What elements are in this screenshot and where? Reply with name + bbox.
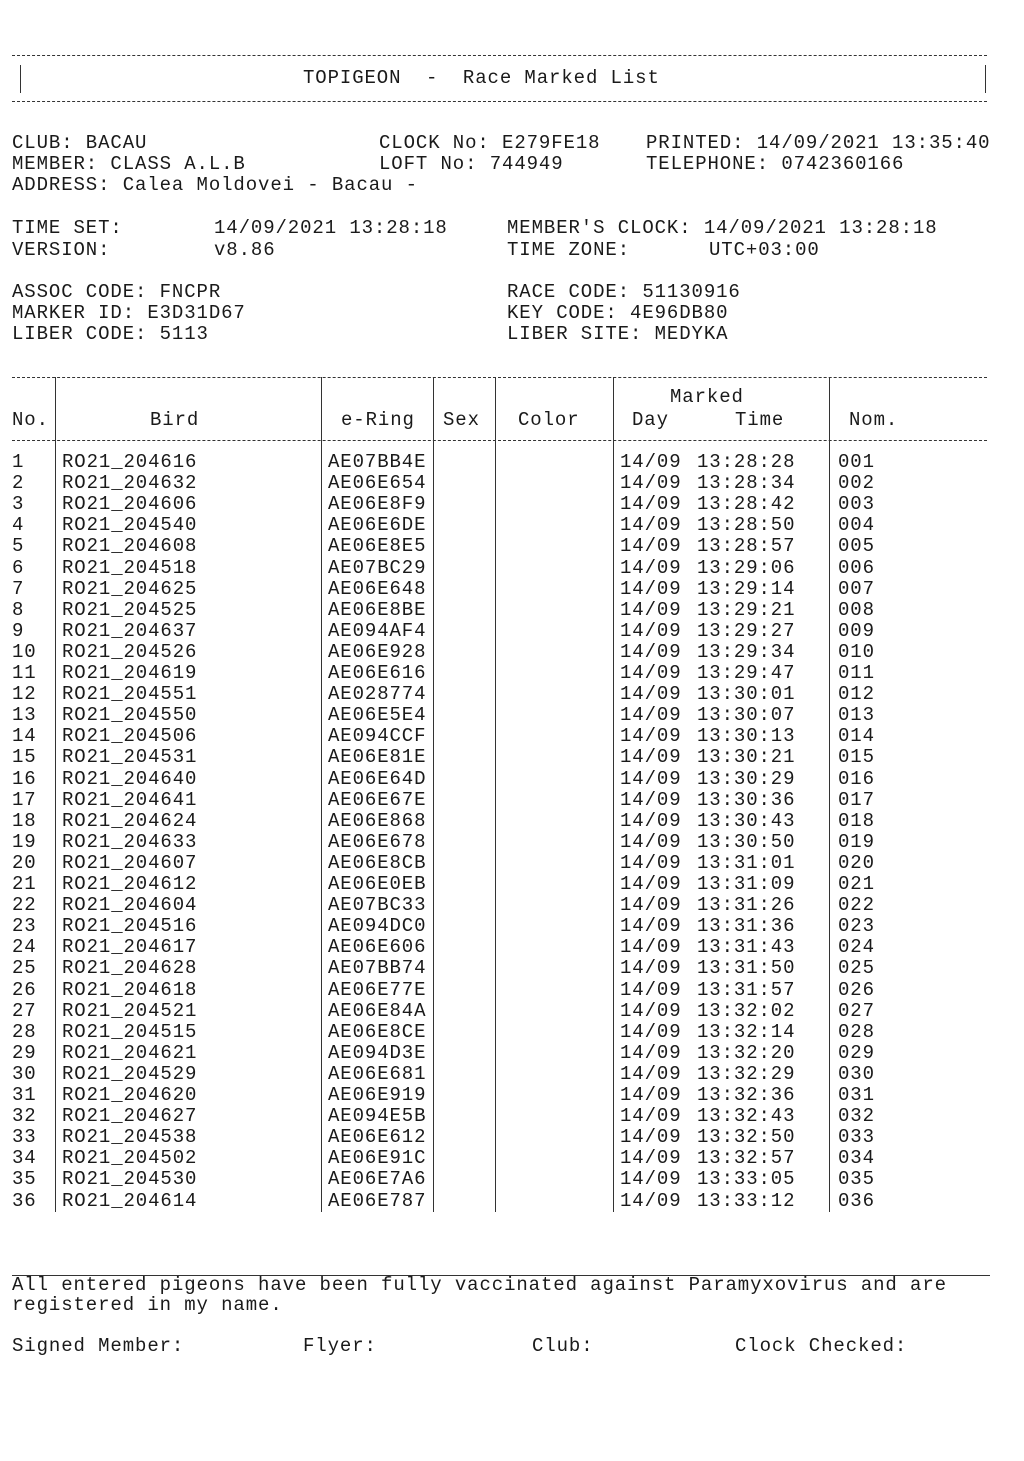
marked-time: 13:32:14 <box>697 1020 796 1043</box>
row-no: 25 <box>12 957 37 980</box>
address: ADDRESS: Calea Moldovei - Bacau - <box>12 174 418 196</box>
row-no: 28 <box>12 1020 37 1043</box>
nom: 029 <box>838 1041 875 1064</box>
row-no: 19 <box>12 830 37 853</box>
e-ring: AE06E616 <box>328 662 427 684</box>
table-row <box>0 1043 1024 1064</box>
table-row <box>0 980 1024 1001</box>
marked-day: 14/09 <box>620 851 682 874</box>
row-no: 21 <box>12 873 37 895</box>
bird-ring: RO21_204619 <box>62 662 198 684</box>
nom: 008 <box>838 598 875 621</box>
table-row <box>0 790 1024 811</box>
bird-ring: RO21_204551 <box>62 683 198 706</box>
marked-time: 13:29:27 <box>697 619 796 642</box>
e-ring: AE028774 <box>328 683 427 706</box>
e-ring: AE06E81E <box>328 746 427 769</box>
nom: 034 <box>838 1147 875 1170</box>
marked-day: 14/09 <box>620 472 682 495</box>
bird-ring: RO21_204616 <box>62 451 198 473</box>
bird-ring: RO21_204606 <box>62 493 198 516</box>
e-ring: AE06E8F9 <box>328 493 427 516</box>
nom: 036 <box>838 1189 875 1212</box>
bird-ring: RO21_204614 <box>62 1189 198 1212</box>
e-ring: AE06E67E <box>328 788 427 811</box>
bird-ring: RO21_204617 <box>62 936 198 959</box>
e-ring: AE06E648 <box>328 577 427 600</box>
table-row <box>0 515 1024 536</box>
row-no: 27 <box>12 999 37 1022</box>
marked-day: 14/09 <box>620 1062 682 1085</box>
row-no: 12 <box>12 683 37 706</box>
marked-day: 14/09 <box>620 662 682 684</box>
bird-ring: RO21_204607 <box>62 851 198 874</box>
e-ring: AE06E612 <box>328 1126 427 1149</box>
clock-no: CLOCK No: E279FE18 <box>379 132 601 154</box>
row-no: 6 <box>12 556 25 579</box>
bird-ring: RO21_204637 <box>62 619 198 642</box>
nom: 001 <box>838 451 875 473</box>
e-ring: AE06E0EB <box>328 873 427 895</box>
e-ring: AE094E5B <box>328 1105 427 1128</box>
table-top-border <box>12 377 987 378</box>
version: v8.86 <box>214 239 276 261</box>
marked-time: 13:32:02 <box>697 999 796 1022</box>
e-ring: AE06E919 <box>328 1084 427 1106</box>
nom: 028 <box>838 1020 875 1043</box>
marked-day: 14/09 <box>620 683 682 706</box>
table-row <box>0 600 1024 621</box>
marked-time: 13:30:50 <box>697 830 796 853</box>
nom: 013 <box>838 704 875 727</box>
table-row <box>0 1106 1024 1127</box>
row-no: 30 <box>12 1062 37 1085</box>
loft-no: LOFT No: 744949 <box>379 153 564 175</box>
row-no: 13 <box>12 704 37 727</box>
bird-ring: RO21_204625 <box>62 577 198 600</box>
row-no: 18 <box>12 809 37 832</box>
table-row <box>0 726 1024 747</box>
nom: 025 <box>838 957 875 980</box>
header-marked: Marked <box>670 386 744 408</box>
title-box-top-border <box>12 55 987 56</box>
flyer-label: Flyer: <box>303 1335 377 1357</box>
table-row <box>0 663 1024 684</box>
marked-day: 14/09 <box>620 1126 682 1149</box>
row-no: 4 <box>12 514 25 537</box>
e-ring: AE06E678 <box>328 830 427 853</box>
title-box-right-border <box>985 65 986 93</box>
row-no: 16 <box>12 767 37 790</box>
table-row <box>0 958 1024 979</box>
marked-time: 13:28:34 <box>697 472 796 495</box>
marked-day: 14/09 <box>620 1105 682 1128</box>
table-row <box>0 642 1024 663</box>
e-ring: AE06E8CE <box>328 1020 427 1043</box>
marked-time: 13:28:42 <box>697 493 796 516</box>
table-row <box>0 916 1024 937</box>
e-ring: AE06E8BE <box>328 598 427 621</box>
header-color: Color <box>518 409 580 431</box>
key-code: KEY CODE: 4E96DB80 <box>507 302 729 324</box>
marked-time: 13:32:43 <box>697 1105 796 1128</box>
marked-day: 14/09 <box>620 767 682 790</box>
row-no: 17 <box>12 788 37 811</box>
marked-time: 13:30:29 <box>697 767 796 790</box>
page-title: TOPIGEON - Race Marked List <box>303 67 660 89</box>
header-day: Day <box>632 409 669 431</box>
marked-time: 13:30:43 <box>697 809 796 832</box>
nom: 007 <box>838 577 875 600</box>
table-row <box>0 1022 1024 1043</box>
nom: 002 <box>838 472 875 495</box>
e-ring: AE06E64D <box>328 767 427 790</box>
nom: 031 <box>838 1084 875 1106</box>
e-ring: AE06E84A <box>328 999 427 1022</box>
e-ring: AE06E5E4 <box>328 704 427 727</box>
marked-day: 14/09 <box>620 556 682 579</box>
bird-ring: RO21_204618 <box>62 978 198 1001</box>
e-ring: AE06E6DE <box>328 514 427 537</box>
table-row <box>0 621 1024 642</box>
time-zone: UTC+03:00 <box>709 239 820 261</box>
bird-ring: RO21_204612 <box>62 873 198 895</box>
time-set-label: TIME SET: <box>12 217 123 239</box>
row-no: 8 <box>12 598 25 621</box>
e-ring: AE06E787 <box>328 1189 427 1212</box>
marked-time: 13:30:36 <box>697 788 796 811</box>
e-ring: AE06E654 <box>328 472 427 495</box>
bird-ring: RO21_204530 <box>62 1168 198 1191</box>
marked-time: 13:29:47 <box>697 662 796 684</box>
marked-time: 13:31:50 <box>697 957 796 980</box>
marked-time: 13:31:09 <box>697 873 796 895</box>
e-ring: AE07BB74 <box>328 957 427 980</box>
row-no: 1 <box>12 451 25 473</box>
nom: 024 <box>838 936 875 959</box>
bird-ring: RO21_204525 <box>62 598 198 621</box>
marked-day: 14/09 <box>620 915 682 938</box>
row-no: 29 <box>12 1041 37 1064</box>
race-code: RACE CODE: 51130916 <box>507 281 741 303</box>
table-row <box>0 811 1024 832</box>
signed-member-label: Signed Member: <box>12 1335 185 1357</box>
table-row <box>0 558 1024 579</box>
table-row <box>0 452 1024 473</box>
marked-day: 14/09 <box>620 788 682 811</box>
row-no: 11 <box>12 662 37 684</box>
nom: 006 <box>838 556 875 579</box>
time-zone-label: TIME ZONE: <box>507 239 631 261</box>
table-row <box>0 769 1024 790</box>
e-ring: AE06E8CB <box>328 851 427 874</box>
header-ering: e-Ring <box>341 409 415 431</box>
marked-time: 13:32:36 <box>697 1084 796 1106</box>
marked-time: 13:29:34 <box>697 640 796 663</box>
header-time: Time <box>735 409 785 431</box>
marked-day: 14/09 <box>620 746 682 769</box>
e-ring: AE07BC33 <box>328 894 427 917</box>
marked-time: 13:31:36 <box>697 915 796 938</box>
nom: 012 <box>838 683 875 706</box>
version-label: VERSION: <box>12 239 111 261</box>
bird-ring: RO21_204632 <box>62 472 198 495</box>
marked-day: 14/09 <box>620 1147 682 1170</box>
marked-time: 13:29:14 <box>697 577 796 600</box>
marked-day: 14/09 <box>620 1168 682 1191</box>
marked-day: 14/09 <box>620 451 682 473</box>
marked-day: 14/09 <box>620 830 682 853</box>
marked-day: 14/09 <box>620 1084 682 1106</box>
table-row <box>0 1169 1024 1190</box>
row-no: 24 <box>12 936 37 959</box>
table-row <box>0 1148 1024 1169</box>
bird-ring: RO21_204627 <box>62 1105 198 1128</box>
telephone: TELEPHONE: 0742360166 <box>646 153 905 175</box>
liber-code: LIBER CODE: 5113 <box>12 323 209 345</box>
bird-ring: RO21_204538 <box>62 1126 198 1149</box>
row-no: 15 <box>12 746 37 769</box>
marked-time: 13:28:50 <box>697 514 796 537</box>
row-no: 9 <box>12 619 25 642</box>
marked-time: 13:30:01 <box>697 683 796 706</box>
marked-time: 13:29:06 <box>697 556 796 579</box>
bird-ring: RO21_204521 <box>62 999 198 1022</box>
e-ring: AE06E606 <box>328 936 427 959</box>
nom: 035 <box>838 1168 875 1191</box>
marked-day: 14/09 <box>620 704 682 727</box>
bird-ring: RO21_204502 <box>62 1147 198 1170</box>
clock-checked-label: Clock Checked: <box>735 1335 908 1357</box>
bird-ring: RO21_204620 <box>62 1084 198 1106</box>
table-row <box>0 494 1024 515</box>
nom: 020 <box>838 851 875 874</box>
bird-ring: RO21_204624 <box>62 809 198 832</box>
bird-ring: RO21_204633 <box>62 830 198 853</box>
nom: 027 <box>838 999 875 1022</box>
row-no: 20 <box>12 851 37 874</box>
bird-ring: RO21_204604 <box>62 894 198 917</box>
nom: 023 <box>838 915 875 938</box>
row-no: 34 <box>12 1147 37 1170</box>
marked-time: 13:33:05 <box>697 1168 796 1191</box>
bird-ring: RO21_204621 <box>62 1041 198 1064</box>
title-box-left-border <box>20 65 21 93</box>
marked-time: 13:32:29 <box>697 1062 796 1085</box>
marked-day: 14/09 <box>620 1189 682 1212</box>
bird-ring: RO21_204518 <box>62 556 198 579</box>
e-ring: AE06E77E <box>328 978 427 1001</box>
marked-day: 14/09 <box>620 619 682 642</box>
marked-time: 13:30:21 <box>697 746 796 769</box>
marker-id: MARKER ID: E3D31D67 <box>12 302 246 324</box>
marked-time: 13:29:21 <box>697 598 796 621</box>
table-row <box>0 937 1024 958</box>
marked-day: 14/09 <box>620 978 682 1001</box>
marked-time: 13:28:57 <box>697 535 796 558</box>
table-row <box>0 1191 1024 1212</box>
club: CLUB: BACAU <box>12 132 148 154</box>
table-header-separator <box>12 440 987 441</box>
table-row <box>0 536 1024 557</box>
nom: 018 <box>838 809 875 832</box>
marked-day: 14/09 <box>620 809 682 832</box>
row-no: 14 <box>12 725 37 748</box>
nom: 003 <box>838 493 875 516</box>
marked-day: 14/09 <box>620 725 682 748</box>
e-ring: AE094AF4 <box>328 619 427 642</box>
bird-ring: RO21_204628 <box>62 957 198 980</box>
table-row <box>0 895 1024 916</box>
nom: 019 <box>838 830 875 853</box>
nom: 032 <box>838 1105 875 1128</box>
nom: 026 <box>838 978 875 1001</box>
e-ring: AE094CCF <box>328 725 427 748</box>
nom: 014 <box>838 725 875 748</box>
bird-ring: RO21_204608 <box>62 535 198 558</box>
row-no: 23 <box>12 915 37 938</box>
table-row <box>0 1085 1024 1106</box>
marked-time: 13:32:57 <box>697 1147 796 1170</box>
marked-time: 13:31:26 <box>697 894 796 917</box>
marked-time: 13:33:12 <box>697 1189 796 1212</box>
bird-ring: RO21_204515 <box>62 1020 198 1043</box>
nom: 021 <box>838 873 875 895</box>
header-bird: Bird <box>150 409 200 431</box>
marked-day: 14/09 <box>620 894 682 917</box>
row-no: 10 <box>12 640 37 663</box>
e-ring: AE06E91C <box>328 1147 427 1170</box>
marked-day: 14/09 <box>620 999 682 1022</box>
row-no: 5 <box>12 535 25 558</box>
nom: 015 <box>838 746 875 769</box>
bird-ring: RO21_204641 <box>62 788 198 811</box>
nom: 017 <box>838 788 875 811</box>
declaration-line-1: All entered pigeons have been fully vaccinated against Paramyxovirus and are <box>12 1274 947 1296</box>
marked-day: 14/09 <box>620 1041 682 1064</box>
e-ring: AE06E8E5 <box>328 535 427 558</box>
nom: 016 <box>838 767 875 790</box>
printed: PRINTED: 14/09/2021 13:35:40 <box>646 132 991 154</box>
title-box-bottom-border <box>12 101 987 102</box>
table-row <box>0 705 1024 726</box>
table-row <box>0 1127 1024 1148</box>
table-row <box>0 473 1024 494</box>
marked-time: 13:31:57 <box>697 978 796 1001</box>
row-no: 31 <box>12 1084 37 1106</box>
marked-day: 14/09 <box>620 535 682 558</box>
marked-time: 13:28:28 <box>697 451 796 473</box>
bird-ring: RO21_204529 <box>62 1062 198 1085</box>
row-no: 2 <box>12 472 25 495</box>
table-row <box>0 874 1024 895</box>
bird-ring: RO21_204516 <box>62 915 198 938</box>
row-no: 7 <box>12 577 25 600</box>
marked-time: 13:31:01 <box>697 851 796 874</box>
bird-ring: RO21_204640 <box>62 767 198 790</box>
table-row <box>0 832 1024 853</box>
table-row <box>0 853 1024 874</box>
table-row <box>0 1064 1024 1085</box>
table-row <box>0 579 1024 600</box>
marked-day: 14/09 <box>620 873 682 895</box>
member: MEMBER: CLASS A.L.B <box>12 153 246 175</box>
time-set: 14/09/2021 13:28:18 <box>214 217 448 239</box>
liber-site: LIBER SITE: MEDYKA <box>507 323 729 345</box>
marked-day: 14/09 <box>620 957 682 980</box>
bird-ring: RO21_204526 <box>62 640 198 663</box>
marked-time: 13:32:20 <box>697 1041 796 1064</box>
nom: 030 <box>838 1062 875 1085</box>
header-sex: Sex <box>443 409 480 431</box>
row-no: 35 <box>12 1168 37 1191</box>
e-ring: AE06E7A6 <box>328 1168 427 1191</box>
table-row <box>0 1001 1024 1022</box>
row-no: 32 <box>12 1105 37 1128</box>
nom: 022 <box>838 894 875 917</box>
members-clock: MEMBER'S CLOCK: 14/09/2021 13:28:18 <box>507 217 938 239</box>
e-ring: AE07BC29 <box>328 556 427 579</box>
e-ring: AE06E868 <box>328 809 427 832</box>
row-no: 36 <box>12 1189 37 1212</box>
row-no: 33 <box>12 1126 37 1149</box>
marked-day: 14/09 <box>620 1020 682 1043</box>
marked-time: 13:31:43 <box>697 936 796 959</box>
header-no: No. <box>12 409 49 431</box>
nom: 033 <box>838 1126 875 1149</box>
e-ring: AE06E928 <box>328 640 427 663</box>
bird-ring: RO21_204506 <box>62 725 198 748</box>
assoc-code: ASSOC CODE: FNCPR <box>12 281 222 303</box>
header-nom: Nom. <box>849 409 899 431</box>
marked-day: 14/09 <box>620 577 682 600</box>
bird-ring: RO21_204550 <box>62 704 198 727</box>
nom: 009 <box>838 619 875 642</box>
table-row <box>0 747 1024 768</box>
row-no: 22 <box>12 894 37 917</box>
marked-time: 13:30:13 <box>697 725 796 748</box>
e-ring: AE094DC0 <box>328 915 427 938</box>
nom: 005 <box>838 535 875 558</box>
nom: 010 <box>838 640 875 663</box>
club-label: Club: <box>532 1335 594 1357</box>
marked-day: 14/09 <box>620 493 682 516</box>
marked-day: 14/09 <box>620 640 682 663</box>
e-ring: AE094D3E <box>328 1041 427 1064</box>
marked-time: 13:32:50 <box>697 1126 796 1149</box>
marked-day: 14/09 <box>620 514 682 537</box>
declaration-line-2: registered in my name. <box>12 1294 283 1316</box>
row-no: 26 <box>12 978 37 1001</box>
row-no: 3 <box>12 493 25 516</box>
table-row <box>0 684 1024 705</box>
e-ring: AE07BB4E <box>328 451 427 473</box>
nom: 011 <box>838 662 875 684</box>
bird-ring: RO21_204531 <box>62 746 198 769</box>
bird-ring: RO21_204540 <box>62 514 198 537</box>
marked-day: 14/09 <box>620 598 682 621</box>
e-ring: AE06E681 <box>328 1062 427 1085</box>
marked-time: 13:30:07 <box>697 704 796 727</box>
marked-day: 14/09 <box>620 936 682 959</box>
nom: 004 <box>838 514 875 537</box>
